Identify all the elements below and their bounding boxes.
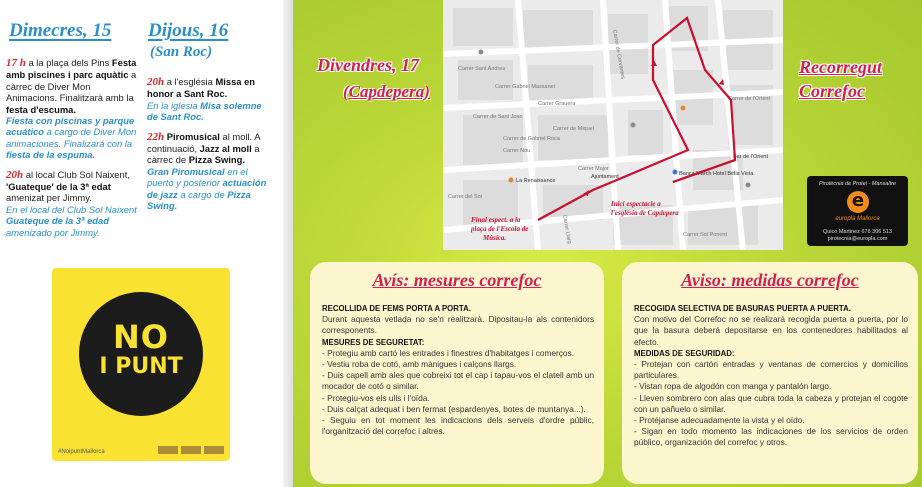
place-label: La Renaissance: [516, 178, 556, 184]
institution-logos: [158, 444, 224, 456]
notice-heading: RECOGIDA SELECTIVA DE BASURAS PUERTA A PUERTA.: [634, 304, 851, 313]
notice-item: - Lleven sombrero con alas que cubra toda la cabeza y protejan el cogote con un pañuelo o similar.: [634, 392, 908, 414]
route-end-label: Final espect. a la: [471, 216, 521, 224]
street-label: Carrer Sol Ponent: [683, 232, 728, 238]
notice-paragraph: Con motivo del Correfoc no se realizará recogida puerta a puerta, por lo que la basura deberá depositarse en los contenedores habilitados al efecto.: [634, 314, 908, 347]
route-start-label: l'església de Capdepera: [611, 209, 679, 217]
notice-heading: RECOLLIDA DE FEMS PORTA A PORTA.: [322, 304, 471, 313]
notice-item: - Protejan con cartón entradas y ventanas de comercios y domicilios particulares.: [634, 359, 908, 381]
notice-card-catalan: [310, 262, 604, 484]
street-label: Carrer de l'Orient: [728, 96, 771, 102]
place-label: Banca March: [679, 171, 712, 177]
route-map-svg: [443, 0, 783, 250]
day-subtitle-thursday: (San Roc): [150, 44, 213, 60]
left-page: [0, 0, 283, 487]
street-label: Carrer Sant Andreu: [458, 66, 506, 72]
street-label: Carrer del Sol: [448, 194, 482, 200]
notice-item: - Vistan ropa de algodón con manga y pantalón largo.: [634, 381, 832, 392]
notice-title-spanish: Aviso: medidas correfoc: [681, 270, 859, 290]
route-end-label: plaça de l'Escola de: [471, 225, 529, 233]
street-label: Carrer de Cervantes: [611, 29, 626, 80]
noipunt-line2: I PUNT: [99, 354, 183, 379]
right-page: [293, 0, 922, 487]
route-map: [443, 0, 783, 250]
notice-item: - Vestiu roba de cotó, amb mànigues i calçons llargs.: [322, 359, 517, 370]
event-foam-party: 17 h a la plaça dels Pins Festa amb piscines i parc aquàtic a càrrec de Diver Mon Animacions. Finalitzarà amb la festa d'escuma. Fiesta con piscinas y parque acuático a cargo de Diver Mon animaciones. Finalizará con la fiesta de la espuma.: [6, 57, 137, 161]
wednesday-events: [6, 57, 138, 244]
noipunt-exclamation: !: [192, 279, 220, 349]
street-label: Carrer Gabriel Massanet: [495, 84, 556, 90]
notice-card-spanish: [622, 262, 918, 484]
noipunt-circle: [79, 292, 203, 416]
street-label: Carrer Grauera: [538, 101, 576, 107]
route-end-label: Música.: [483, 234, 507, 242]
event-mass: 20h a l'església Missa en honor a Sant Roc. En la iglesia Misa solemne de Sant Roc.: [147, 76, 262, 123]
place-label: Bar de l'Orient: [733, 154, 768, 160]
notice-paragraph: Durant aquesta vetlada no se'n realitzarà. Dipositau-la als contenidors corresponents.: [322, 314, 594, 336]
street-label: Carrer de Gabriel Roca: [503, 136, 560, 142]
street-label: Carrer Major: [578, 166, 609, 172]
day-title-wednesday: Dimecres, 15: [9, 20, 112, 41]
street-label: Carrer de Miquel: [553, 126, 594, 132]
notice-item: - Sigan en todo momento las indicaciones de los servicios de orden público, organización del correfoc y otros.: [634, 426, 908, 448]
event-guateque: 20h al local Club Sol Naixent, 'Guateque' de la 3ª edat amenizat per Jimmy. En el local del Club Sol Naixent Guateque de la 3ª edad amenizado por Jimmy.: [6, 168, 137, 238]
day-title-thursday: Dijous, 16: [148, 20, 229, 41]
notice-item: - Protéjanse adecuadamente la vista y el oído.: [634, 415, 805, 426]
notice-item: - Seguiu en tot moment les indicacions dels serveis d'ordre públic, l'organització del correfoc i altres.: [322, 415, 594, 437]
notice-item: - Protegiu amb cartó les entrades i finestres d'habitatges i comerços.: [322, 347, 574, 358]
route-start-label: Inici espectacle a: [611, 200, 661, 208]
place-label: Hotel Bella Vista: [713, 171, 754, 177]
notice-heading: MESURES DE SEGURETAT:: [322, 337, 425, 347]
notice-item: - Protegiu-vos els ulls i l'oïda.: [322, 392, 430, 403]
fold-divider: [283, 0, 293, 487]
noipunt-line1: NO: [113, 318, 169, 356]
street-label: Carrer de Sant Joan: [473, 114, 523, 120]
route-title: Recorregut Correfoc: [799, 57, 882, 101]
day-title-friday: Divendres, 17: [317, 55, 419, 75]
notice-item: - Duis calçat adequat i ben fermat (espardenyes, botes de muntanya...).: [322, 403, 586, 414]
place-label: Ajuntament: [591, 174, 619, 180]
street-label: Carrer Llarg: [561, 214, 573, 245]
thursday-events: [147, 76, 275, 217]
street-label: Carrer Nou: [503, 148, 531, 154]
europla-icon: e: [847, 191, 869, 213]
notice-heading: MEDIDAS DE SEGURIDAD:: [634, 348, 735, 358]
sponsor-logo-europla: Pirotècnia de Protel - Mansaltre e europlà Mallorca Quico Martinez 676 306 513 pirotecnia@europla.com: [807, 176, 908, 246]
notice-item: - Duis capell amb ales que cobreixi tot el cap i tapau-vos el clatell amb un mocador de cotó o similar.: [322, 370, 594, 392]
day-subtitle-friday: (Capdepera): [343, 82, 430, 101]
event-piromusical: 22h Piromusical al moll. A continuació, Jazz al moll a càrrec de Pizza Swing. Gran Piromusical en el puerto y posterior actuación de jazz a cargo de Pizza Swing.: [147, 130, 267, 212]
noipunt-campaign-logo: [52, 268, 230, 461]
notice-title-catalan: Avís: mesures correfoc: [372, 270, 542, 290]
noipunt-hashtags: #NoipuntMallorca: [58, 449, 105, 455]
